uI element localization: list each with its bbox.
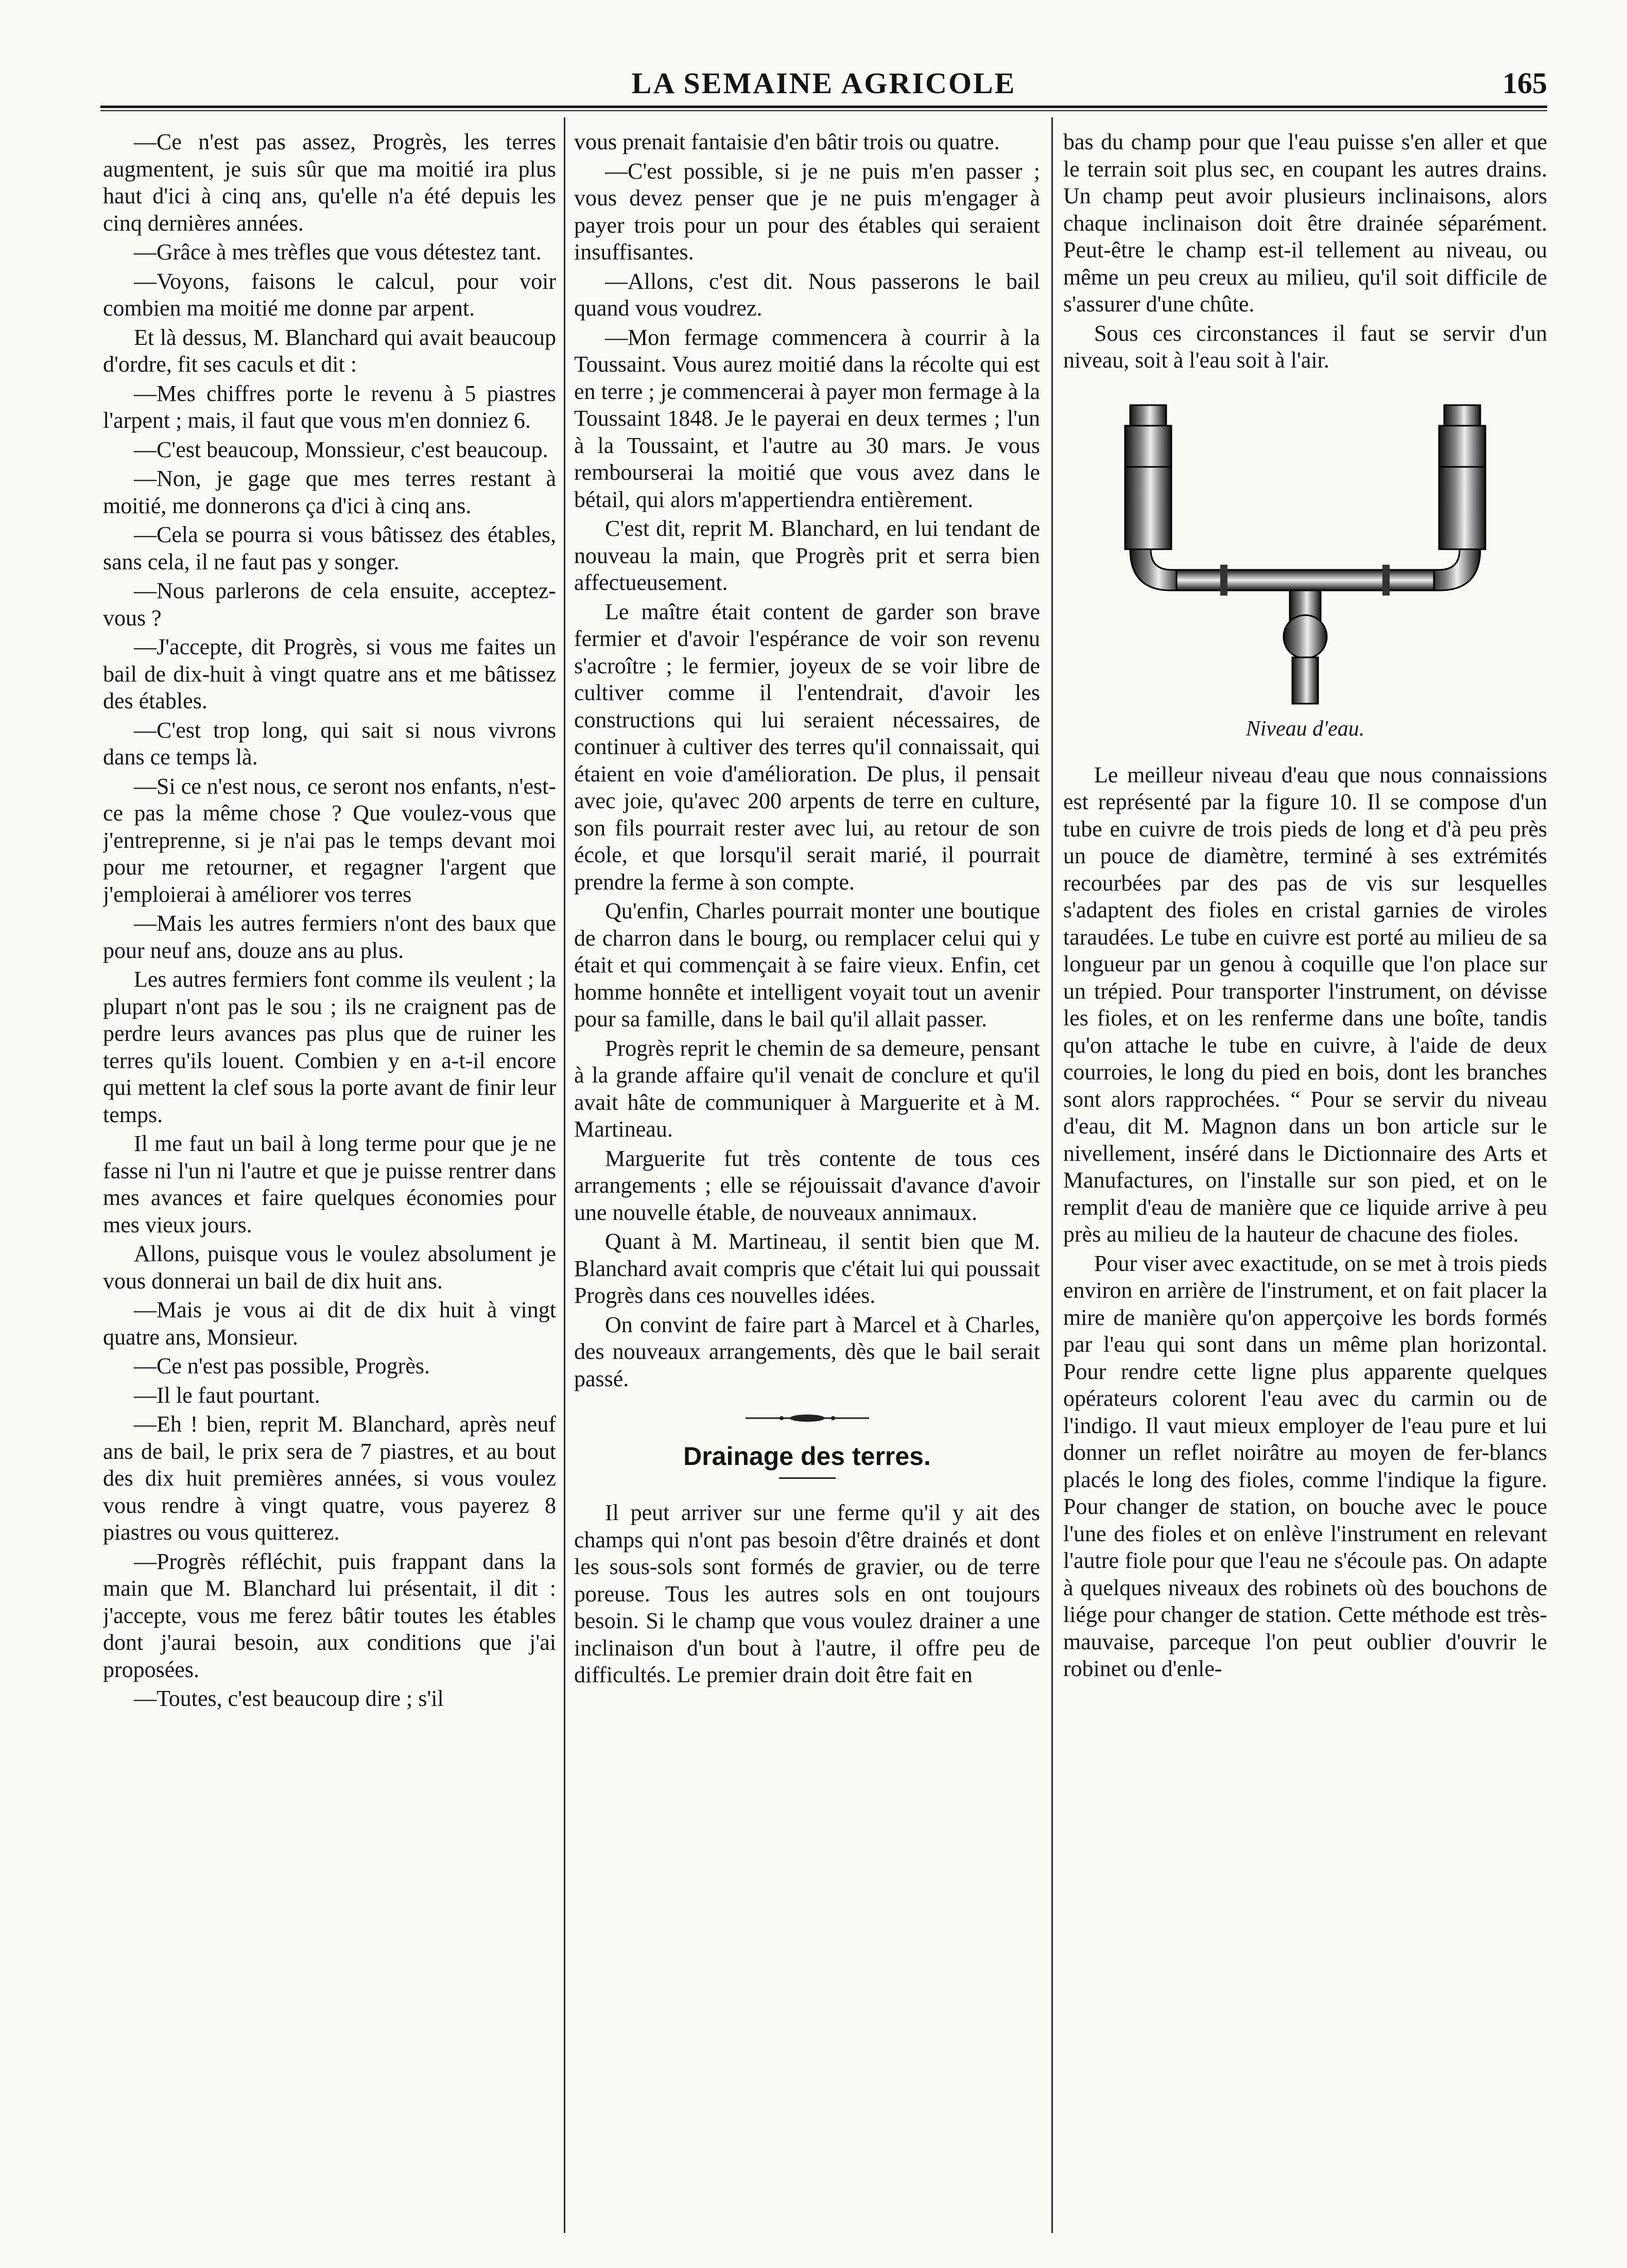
section-title: Drainage des terres. [683,1442,931,1471]
paragraph: —Ce n'est pas assez, Progrès, les terres augmentent, je suis sûr que ma moitié ira plus haut d'ici à cinq ans, qu'elle n'a été depuis les cinq dernières années. [103,129,556,236]
column-1 [103,129,556,2219]
drainage-article-continued [1063,129,1547,374]
paragraph: Le maître était content de garder son brave fermier et d'avoir l'espérance de voir son revenu s'acroître ; le fermier, joyeux de se voir libre de cultiver comme il l'entendrait, d'avoir les constructions qui lui seraient nécessaires, de continuer à cultiver des terres qu'il connaissait, qui étaient en voie d'amélioration. De plus, il pensait avec joie, qu'avec 200 arpents de terre en culture, son fils pourrait rester avec lui, au retour de son école, et que lorsqu'il serait marié, il pourrait prendre la ferme à son compte. [574,599,1040,895]
figure-caption: Niveau d'eau. [1245,717,1365,741]
column-divider [1051,117,1053,2233]
paragraph: —Mais je vous ai dit de dix huit à vingt quatre ans, Monsieur. [103,1297,556,1350]
paragraph: —Si ce n'est nous, ce seront nos enfants, n'est-ce pas la même chose ? Que voulez-vous que j'entreprenne, si je n'ai pas le temps devant moi pour me retourner, et regagner l'argent que j'emploierai à améliorer vos terres [103,773,556,907]
paragraph: —Mes chiffres porte le revenu à 5 piastres l'arpent ; mais, il faut que vous m'en donniez 6. [103,380,556,433]
paragraph: —Toutes, c'est beaucoup dire ; s'il [134,1686,444,1711]
water-level-figure [1063,390,1547,711]
paragraph: Il peut arriver sur une ferme qu'il y ait des champs qui n'ont pas besoin d'être drainés et dont les sous-sols sont formés de gravier, ou de terre poreuse. Tous les autres sols en ont toujours besoin. Si le champ que vous voulez drainer a une inclinaison d'un bout à l'autre, il offre peu de difficultés. Le premier drain doit être fait en [574,1500,1040,1687]
paragraph: —Progrès réfléchit, puis frappant dans la main que M. Blanchard lui présentait, il dit : j'accepte, vous me ferez bâtir toutes les étables dont j'aurai besoin, aux conditions que j'ai proposées. [103,1548,556,1682]
header-rule [100,106,1547,108]
water-level-description [1063,762,1547,1683]
page-header [100,66,1547,102]
paragraph: Les autres fermiers font comme ils veulent ; la plupart n'ont pas le sou ; ils ne craignent pas de perdre leurs avances pas plus que de ruiner les terres qu'ils louent. Combien y en a-t-il encore qui mettent la clef sous la porte avant de finir leur temps. [103,967,556,1127]
paragraph: Quant à M. Martineau, il sentit bien que M. Blanchard avait compris que c'était lui qui poussait Progrès dans ces nouvelles idées. [574,1229,1040,1308]
paragraph: bas du champ pour que l'eau puisse s'en aller et que le terrain soit plus sec, en coupant les autres drains. Un champ peut avoir plusieurs inclinaisons, alors chaque inclinaison doit être drainée séparément. Peut-être le champ est-il tellement au niveau, ou même un peu creux au milieu, qu'il soit difficile de s'assurer d'une chûte. [1063,129,1547,317]
title-underline [779,1477,836,1479]
paragraph: —C'est trop long, qui sait si nous vivrons dans ce temps là. [103,717,556,770]
paragraph: Il me faut un bail à long terme pour que je ne fasse ni l'un ni l'autre et que je puisse rentrer dans mes avances et faire quelques économies pour mes vieux jours. [103,1131,556,1237]
journal-title: LA SEMAINE AGRICOLE [631,66,1016,100]
paragraph: —Nous parlerons de cela ensuite, acceptez-vous ? [103,578,556,631]
section-ornament [574,1413,1040,1426]
paragraph: —Non, je gage que mes terres restant à moitié, me donnerons ça d'ici à cinq ans. [103,466,556,518]
paragraph: —Grâce à mes trèfles que vous détestez tant. [134,239,542,265]
paragraph: —Il le faut pourtant. [134,1382,320,1408]
paragraph: Qu'enfin, Charles pourrait monter une boutique de charron dans le bourg, ou remplacer celui qui y était et qui commençait à se faire vieux. Enfin, cet homme honnête et intelligent voyait tout un avenir pour sa famille, dans le bail qu'il allait passer. [574,898,1040,1032]
drainage-article [574,1499,1040,1689]
paragraph: Le meilleur niveau d'eau que nous connaissions est représenté par la figure 10. Il se compose d'un tube en cuivre de trois pieds de long et d'à peu près un pouce de diamètre, terminé à ses extrémités recourbées par des pas de vis sur lesquelles s'adaptent des fioles en cristal garnies de viroles taraudées. Le tube en cuivre est porté au milieu de sa longueur par un genou à coquille que l'on place sur un trépied. Pour transporter l'instrument, on dévisse les fioles, et on les renferme dans une boîte, tandis qu'on attache le tube en cuivre, à l'aide de deux courroies, le long du pied en bois, dont les branches sont alors rapprochées. “ Pour se servir du niveau d'eau, dit M. Magnon dans un bon article sur le nivellement, inséré dans le Dictionnaire des Arts et Manufactures, on l'installe sur son pied, et on le remplit d'eau de manière que ce liquide arrive à peu près au milieu de la hauteur de chacune des fioles. [1063,762,1547,1247]
paragraph: Allons, puisque vous le voulez absolument je vous donnerai un bail de dix huit ans. [103,1241,556,1294]
paragraph: Marguerite fut très contente de tous ces arrangements ; elle se réjouissait d'avance d'avoir une nouvelle étable, de nouveaux annimaux. [574,1145,1040,1225]
story-continuation [574,129,1040,1392]
ornament-rule-icon [746,1413,869,1423]
paragraph: Et là dessus, M. Blanchard qui avait beaucoup d'ordre, fit ses caculs et dit : [103,324,556,377]
paragraph: —Voyons, faisons le calcul, pour voir combien ma moitié me donne par arpent. [103,268,556,321]
paragraph: —Eh ! bien, reprit M. Blanchard, après neuf ans de bail, le prix sera de 7 piastres, et au bout des dix huit premières années, si vous voulez vous rendre à vingt quatre, vous payerez 8 piastres ou vous quitterez. [103,1411,556,1545]
page-number: 165 [1502,66,1547,100]
header-rule-thin [100,110,1547,111]
paragraph: —Mon fermage commencera à courrir à la Toussaint. Vous aurez moitié dans la récolte qui est en terre ; je commencerai à payer mon fermage à la Toussaint 1848. Je le payerai en deux termes ; l'un à la Toussaint, et l'autre au 30 mars. Je vous rembourserai la moitié que vous avez dans le bétail, qui alors m'appertiendra entièrement. [574,324,1040,512]
paragraph: —Cela se pourra si vous bâtissez des étables, sans cela, il ne faut pas y songer. [103,522,556,574]
paragraph: —Allons, c'est dit. Nous passerons le bail quand vous voudrez. [574,268,1040,321]
paragraph: —Ce n'est pas possible, Progrès. [134,1353,430,1379]
column-3 [1063,129,1547,2219]
column-2 [574,129,1040,2219]
paragraph: On convint de faire part à Marcel et à Charles, des nouveaux arrangements, dès que le bail serait passé. [574,1312,1040,1391]
column-divider [564,117,565,2233]
paragraph: vous prenait fantaisie d'en bâtir trois ou quatre. [574,129,1000,154]
paragraph: —J'accepte, dit Progrès, si vous me faites un bail de dix-huit à vingt quatre ans et me bâtissez des étables. [103,634,556,713]
paragraph: Progrès reprit le chemin de sa demeure, pensant à la grande affaire qu'il venait de conclure et qu'il avait hâte de communiquer à Marguerite et à M. Martineau. [574,1035,1040,1142]
paragraph: C'est dit, reprit M. Blanchard, en lui tendant de nouveau la main, que Progrès prit et serra bien affectueusement. [574,516,1040,595]
water-level-illustration-icon [1110,390,1501,709]
paragraph: —C'est beaucoup, Monssieur, c'est beaucoup. [134,437,548,462]
paragraph: Pour viser avec exactitude, on se met à trois pieds environ en arrière de l'instrument, et on fait placer la mire de manière qu'on apperçoive les bords formés par l'eau qui sont dans un même plan horizontal. Pour rendre cette ligne plus apparente quelques opérateurs colorent l'eau avec du carmin ou de l'indigo. Il vaut mieux employer de l'eau pure et lui donner un reflet noirâtre au moyen de fer-blancs placés le long des fioles, comme l'indique la figure. Pour changer de station, on bouche avec le pouce l'une des fioles et on enlève l'instrument en relevant l'autre fiole pour que l'eau ne s'écoule pas. On adapte à quelques niveaux des robinets où des bouchons de liége pour changer de station. Cette méthode est très-mauvaise, parceque l'on peut oublier d'ouvrir le robinet ou d'enle- [1063,1250,1547,1681]
paragraph: —Mais les autres fermiers n'ont des baux que pour neuf ans, douze ans au plus. [103,911,556,963]
paragraph: Sous ces circonstances il faut se servir d'un niveau, soit à l'eau soit à l'air. [1063,320,1547,373]
paragraph: —C'est possible, si je ne puis m'en passer ; vous devez penser que je ne puis m'engager à payer trois pour un pour des étables qui seraient insuffisantes. [574,158,1040,265]
